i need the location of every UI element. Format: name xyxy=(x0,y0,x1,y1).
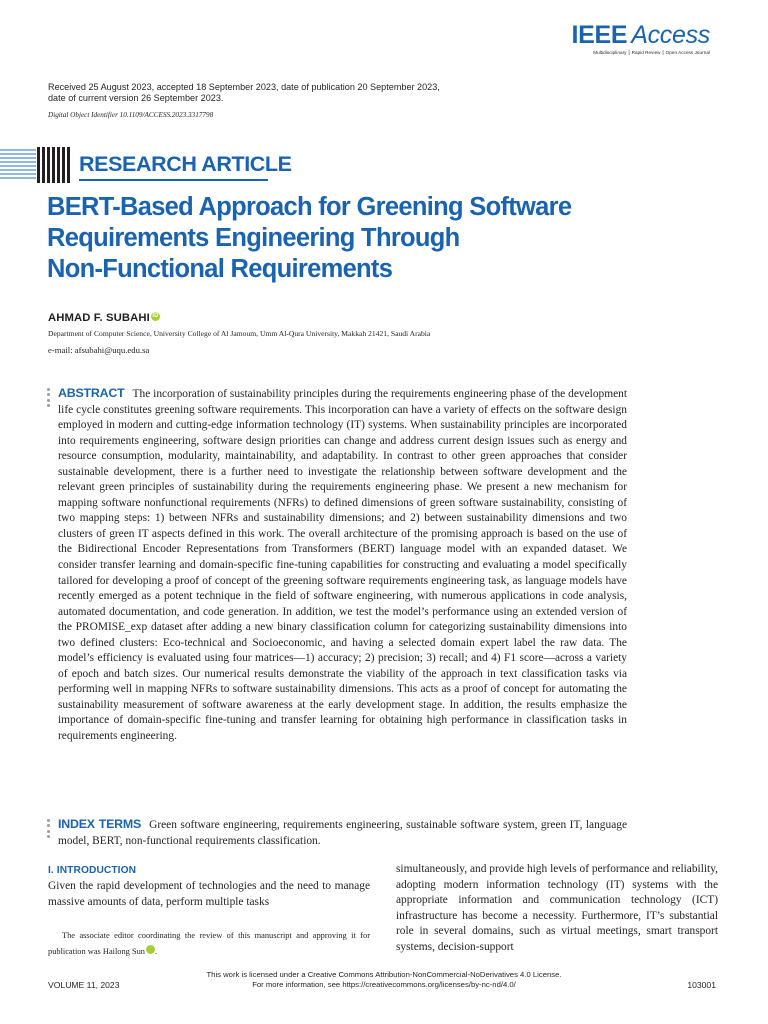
volume-label: VOLUME 11, 2023 xyxy=(48,980,120,990)
editor-footnote xyxy=(48,928,370,960)
logo-wordmark xyxy=(571,22,710,48)
license-line-1: This work is licensed under a Creative Commons Attribution-NonCommercial-NoDerivatives 4.0 License. xyxy=(206,970,562,979)
article-type-label: RESEARCH ARTICLE xyxy=(79,152,292,176)
intro-right-column: simultaneously, and provide high levels of performance and reliability, adopting modern information technology (IT) systems with the appropriate information and communication technology (ICT) infrastructure has become a necessity. Furthermore, IT’s substantial role in several domains, such as virtual meetings, smart transport systems, decision-support xyxy=(396,863,718,953)
page-number: 103001 xyxy=(687,980,716,990)
doi: Digital Object Identifier 10.1109/ACCESS.2023.3317798 xyxy=(48,111,214,119)
abstract-text: The incorporation of sustainability principles during the requirements engineering phase of the development life cycle constitutes greening software requirements. This incorporation can have a variety of effects on the software design employed in modern and cutting-edge information technology (IT) systems. When sustainability principles are incorporated into requirements engineering, software design priorities can change and address current design issues such as energy and resource consumption, modularity, maintainability, and adaptability. In contrast to other green approaches that consider sustainable development, there is a further need to investigate the relationship between software development and the relevant green principles of sustainability during the requirements engineering phase. We present a new mechanism for mapping software nonfunctional requirements (NFRs) to defined dimensions of green software sustainability, consisting of two mapping steps: 1) between NFRs and sustainability dimensions; and 2) between sustainability dimensions and two clusters of green IT aspects defined in this work. The overall architecture of the promising approach is based on the use of the Bidirectional Encoder Representations from Transformers (BERT) language model with an expanded dataset. We consider transfer learning and domain-specific fine-tuning capabilities for constructing and evaluating a model specifically tailored for developing a proof of concept of the greening software requirements engineering task, as language models have recently emerged as a potent technique in the field of software engineering, with numerous applications in code analysis, automated documentation, and code generation. In addition, we test the model’s performance using an extended version of the PROMISE_exp dataset after adding a new binary classification column for categorizing sustainability dimensions into two defined clusters: Eco-technical and Socioeconomic, and having a selected domain expert label the raw data. The model’s efficiency is evaluated using four matrices—1) accuracy; 2) precision; 3) recall; and 4) F1 score—across a variety of epoch and batch sizes. Our numerical results demonstrate the viability of the approach in text classification tasks via performing well in mapping NFRs to software sustainability dimensions. This acts as a proof of concept for automating the sustainability measurement of software awareness at the early development stage. In addition, the results emphasize the importance of domain-specific fine-tuning and transfer learning for obtaining high performance in classification tasks in requirements engineering. xyxy=(58,388,627,743)
article-type-banner xyxy=(0,147,300,183)
orcid-icon[interactable]: iD xyxy=(152,313,159,319)
logo-ieee: IEEE xyxy=(571,21,628,49)
index-terms-text: Green software engineering, requirements engineering, sustainable software system, green IT, language model, BERT, non-functional requirements classification. xyxy=(58,819,628,847)
author-name xyxy=(48,312,160,324)
logo-access: Access xyxy=(631,21,710,49)
editor-footnote-text: The associate editor coordinating the review of this manuscript and approving it for publication was Hailong Sun xyxy=(48,931,370,956)
logo-tagline: Multidisciplinary ⎮ Rapid Review ⎮ Open Access Journal xyxy=(593,50,710,55)
banner-bars-icon xyxy=(37,147,73,183)
intro-left-column: Given the rapid development of technologies and the need to manage massive amounts of data, perform multiple tasks xyxy=(48,880,370,908)
abstract-label: ABSTRACT xyxy=(58,386,125,400)
publication-dates xyxy=(48,82,488,104)
dates-line-1: Received 25 August 2023, accepted 18 September 2023, date of publication 20 September 2023, xyxy=(48,82,440,92)
journal-logo xyxy=(571,22,710,56)
editor-footnote-end: . xyxy=(155,947,158,956)
dates-line-2: date of current version 26 September 2023. xyxy=(48,93,224,103)
abstract-dots-icon xyxy=(47,388,50,410)
author-email: e-mail: afsubahi@uqu.edu.sa xyxy=(48,345,150,355)
title-line-3: Non-Functional Requirements xyxy=(47,255,393,283)
banner-underline xyxy=(79,179,268,181)
banner-stripes-icon xyxy=(0,149,36,181)
index-terms-label: INDEX TERMS xyxy=(58,817,142,831)
title-line-1: BERT-Based Approach for Greening Software xyxy=(47,193,572,221)
abstract xyxy=(58,386,627,745)
author-affiliation: Department of Computer Science, University College of Al Jamoum, Umm Al-Qura University, Makkah 21421, Saudi Arabia xyxy=(48,329,431,338)
section-heading-introduction: I. INTRODUCTION xyxy=(48,865,137,876)
paper-title xyxy=(47,192,667,285)
author-name-text: AHMAD F. SUBAHI xyxy=(48,312,150,324)
title-line-2: Requirements Engineering Through xyxy=(47,224,460,252)
editor-orcid-icon[interactable]: iD xyxy=(146,945,155,954)
license-line-2[interactable]: For more information, see https://creativecommons.org/licenses/by-nc-nd/4.0/ xyxy=(252,980,516,989)
index-terms xyxy=(58,817,627,849)
index-terms-dots-icon xyxy=(47,819,50,841)
